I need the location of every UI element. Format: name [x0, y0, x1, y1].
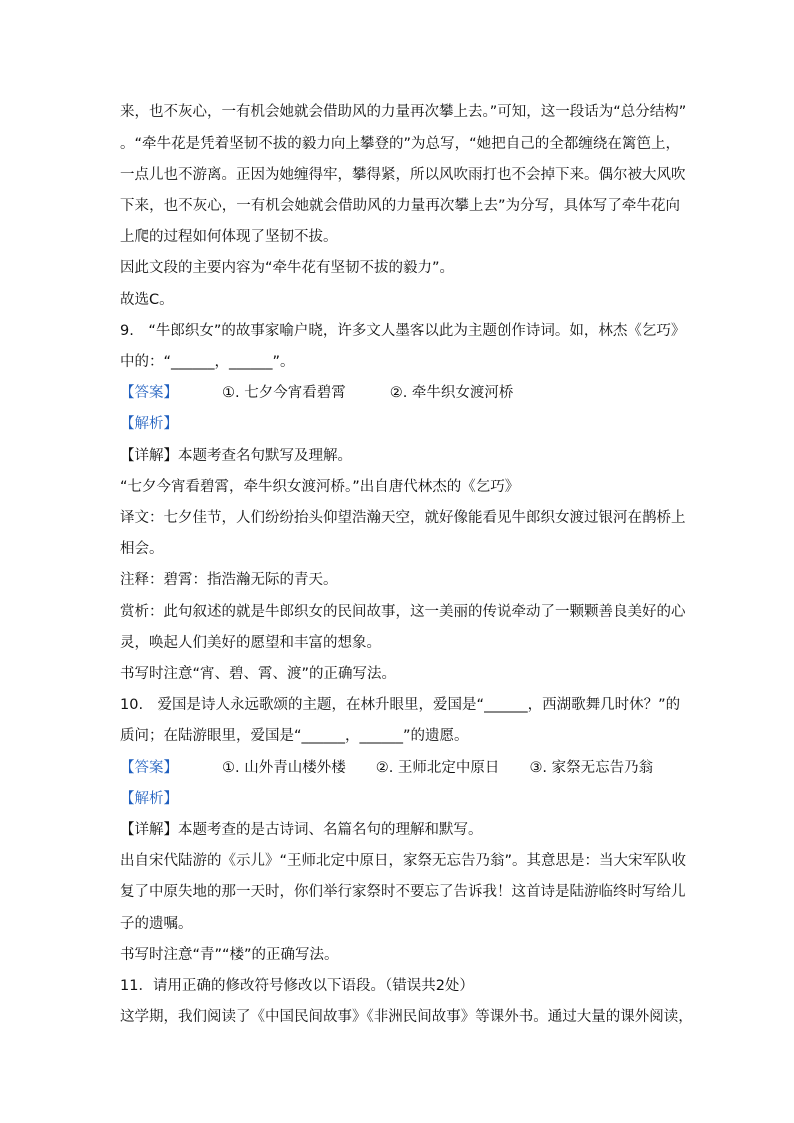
question-11-stem: 11．请用正确的修改符号修改以下语段。（错误共2处）	[120, 978, 474, 994]
answer-2: ②. 牵牛织女渡河桥	[389, 385, 514, 401]
question-10-blanks: 质问；在陆游眼里，爱国是“______，______”的遗愿。	[120, 728, 469, 744]
text-line: 相会。	[120, 541, 164, 557]
answer-1: ①. 山外青山楼外楼	[222, 760, 346, 776]
question-9-blanks: 中的：“______，______”。	[120, 354, 295, 370]
text-line: 【详解】本题考查名句默写及理解。	[120, 448, 352, 464]
analysis-tag: 【解析】	[120, 416, 178, 432]
text-line: 故选C。	[120, 292, 174, 308]
text-line: 子的遗嘱。	[120, 916, 193, 932]
text-line: 来，也不灰心，一有机会她就会借助风的力量再次攀上去。”可知，这一段话为“总分结构”	[120, 104, 687, 120]
text-line: 书写时注意“宵、碧、霄、渡”的正确写法。	[120, 666, 397, 682]
text-line: 下来，也不灰心，一有机会她就会借助风的力量再次攀上去”为分写，具体写了牵牛花向	[120, 198, 680, 214]
text-line: “七夕今宵看碧霄，牵牛织女渡河桥。”出自唐代林杰的《乞巧》	[120, 479, 520, 495]
analysis-tag: 【解析】	[120, 791, 178, 807]
answer-row-9	[120, 383, 680, 403]
answer-3: ③. 家祭无忘告乃翁	[529, 760, 654, 776]
question-9-stem: 9. “牛郎织女”的故事家喻户晓，许多文人墨客以此为主题创作诗词。如，林杰《乞巧》	[120, 323, 686, 339]
answer-tag: 【答案】	[120, 760, 178, 776]
text-line: 译文：七夕佳节，人们纷纷抬头仰望浩瀚天空，就好像能看见牛郎织女渡过银河在鹊桥上	[120, 510, 686, 526]
answer-tag: 【答案】	[120, 385, 178, 401]
text-line: 【详解】本题考查的是古诗词、名篇名句的理解和默写。	[120, 822, 483, 838]
text-line: 。“牵牛花是凭着坚韧不拔的毅力向上攀登的”为总写，“她把自己的全都缠绕在篱笆上，	[120, 136, 680, 152]
text-line: 出自宋代陆游的《示儿》“王师北定中原日，家祭无忘告乃翁”。其意思是：当大宋军队收	[120, 853, 687, 869]
question-10-stem: 10. 爱国是诗人永远歌颂的主题，在林升眼里，爱国是“______，西湖歌舞几时休？”的	[120, 697, 681, 713]
text-line: 复了中原失地的那一天时，你们举行家祭时不要忘了告诉我！这首诗是陆游临终时写给儿	[120, 884, 686, 900]
text-line: 书写时注意“青”“楼”的正确写法。	[120, 947, 339, 963]
text-line: 灵，唤起人们美好的愿望和丰富的想象。	[120, 635, 381, 651]
answer-row-10	[120, 758, 680, 778]
answer-2: ②. 王师北定中原日	[375, 760, 500, 776]
text-line: 赏析：此句叙述的就是牛郎织女的民间故事，这一美丽的传说牵动了一颗颗善良美好的心	[120, 604, 686, 620]
text-line: 因此文段的主要内容为“牵牛花有坚韧不拔的毅力”。	[120, 260, 455, 276]
text-line: 这学期，我们阅读了《中国民间故事》《非洲民间故事》等课外书。通过大量的课外阅读，	[120, 1009, 693, 1025]
text-line: 一点儿也不游离。正因为她缠得牢，攀得紧，所以风吹雨打也不会掉下来。偶尔被大风吹	[120, 167, 686, 183]
answer-1: ①. 七夕今宵看碧霄	[222, 385, 346, 401]
text-line: 注释：碧霄：指浩瀚无际的青天。	[120, 572, 338, 588]
text-line: 上爬的过程如何体现了坚韧不拔。	[120, 229, 338, 245]
